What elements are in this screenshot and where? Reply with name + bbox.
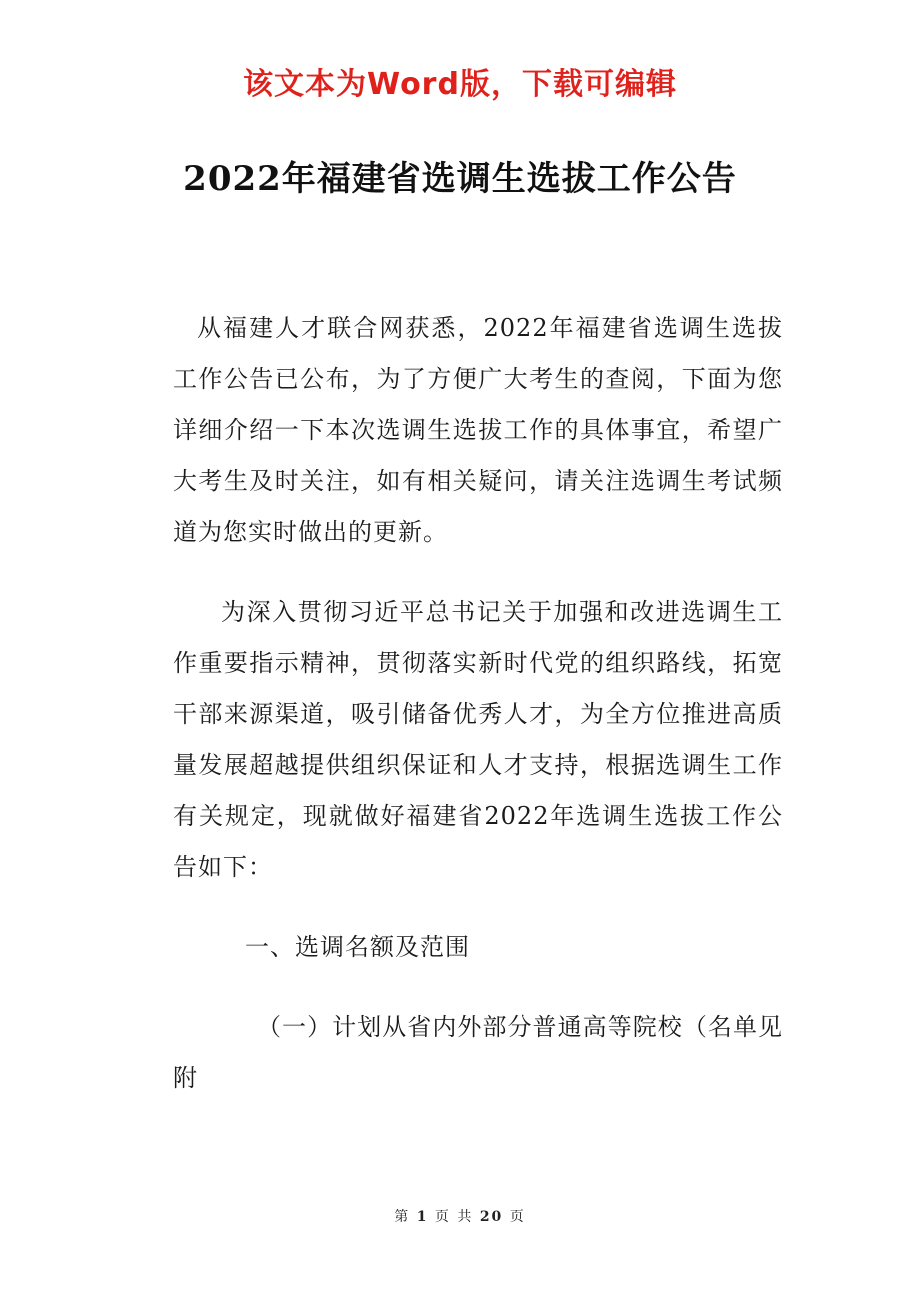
footer-suffix: 页 (509, 1209, 526, 1225)
page-footer (0, 1206, 920, 1226)
intro-paragraph: 从福建人才联合网获悉，2022年福建省选调生选拔工作公告已公布，为了方便广大考生的查阅，下面为您详细介绍一下本次选调生选拔工作的具体事宜，希望广大考生及时关注，如有相关疑问，请关注选调生考试频道为您实时做出的更新。 (173, 314, 783, 546)
footer-page-number: 1 (416, 1209, 429, 1225)
document-body (173, 303, 783, 1104)
purpose-paragraph: 为深入贯彻习近平总书记关于加强和改进选调生工作重要指示精神，贯彻落实新时代党的组织路线，拓宽干部来源渠道，吸引储备优秀人才，为全方位推进高质量发展超越提供组织保证和人才支持，根据选调生工作有关规定，现就做好福建省2022年选调生选拔工作公告如下： (173, 598, 783, 881)
footer-prefix: 第 (394, 1209, 411, 1225)
document-title: 2022年福建省选调生选拔工作公告 (183, 159, 737, 199)
editable-notice-banner: 该文本为Word版，下载可编辑 (243, 67, 677, 102)
footer-total-pages: 20 (479, 1209, 504, 1225)
footer-middle: 页 共 (434, 1209, 474, 1225)
subsection-paragraph: （一）计划从省内外部分普通高等院校（名单见附 (173, 1013, 783, 1092)
section-heading: 一、选调名额及范围 (245, 933, 470, 961)
